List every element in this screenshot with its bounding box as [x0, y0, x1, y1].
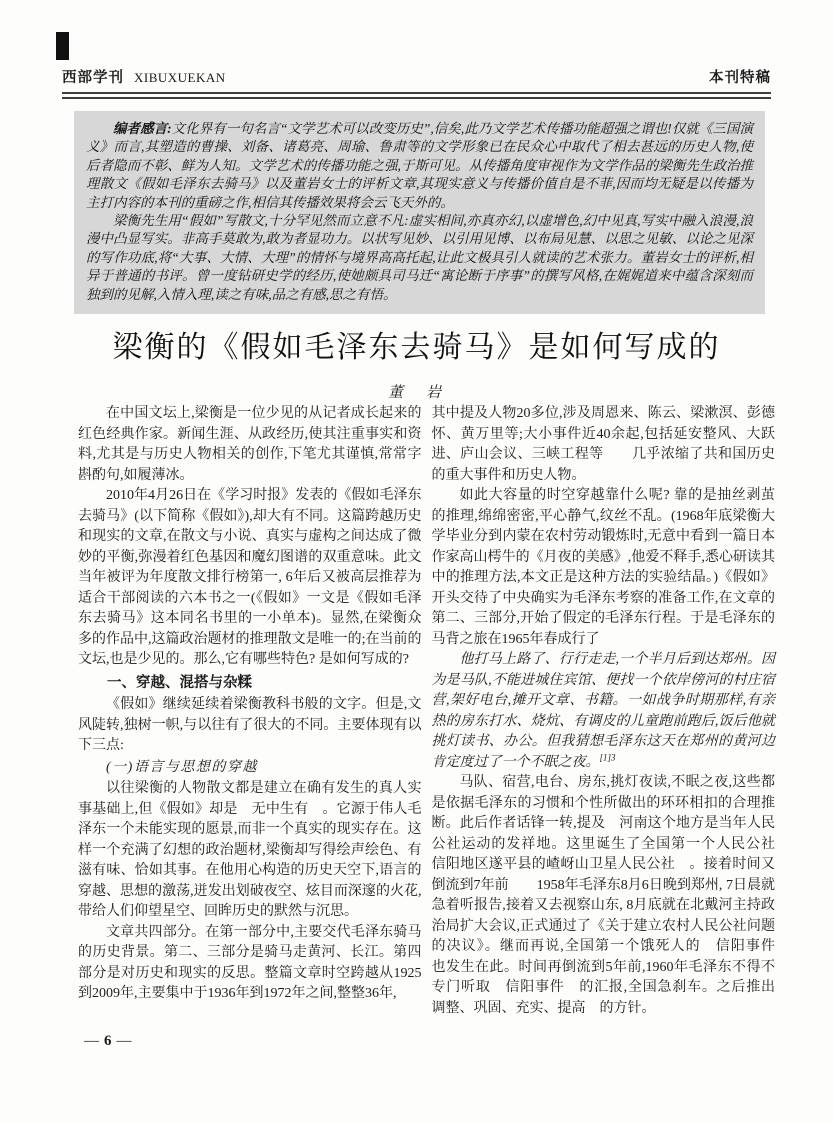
print-artifact-mark [56, 32, 69, 60]
article-title: 梁衡的《假如毛泽东去骑马》是如何写成的 [112, 331, 721, 364]
editor-note-prefix: 编者感言: [113, 121, 172, 136]
page-header [62, 66, 771, 87]
editor-note-para-1 [86, 120, 753, 212]
paragraph-structure-cont: 其中提及人物20多位,涉及周恩来、陈云、梁漱溟、彭德怀、黄万里等;大小事件近40余起,包括延安整风、大跃进、庐山会议、三峡工程等 几乎浓缩了共和国历史的重大事件和历史人物。 [431, 406, 775, 483]
page-number: 6 [104, 1033, 113, 1049]
article-author: 董 岩 [387, 385, 445, 401]
footer-dash-left: — [84, 1033, 100, 1049]
journal-name-en: XIBUXUEKAN [134, 70, 226, 85]
footer-dash-right: — [116, 1033, 133, 1049]
section-heading-1: 一、穿越、混搭与杂糅 [107, 674, 252, 691]
paragraph-fiction-basis: 以往梁衡的人物散文都是建立在确有发生的真人实事基础上,但《假如》却是 无中生有 。它源于伟人毛泽东一个未能实现的愿景,而非一个真实的现实存在。这样一个充满了幻想的政治题材,梁衡却写得绘声绘色、有滋有味、恰如其事。在他用心构造的历史天空下,语言的穿越、思想的激荡,迸发出划破夜空、炫目而深邃的火花,带给人们仰望星空、回眸历史的默然与沉思。 [78, 781, 422, 919]
paragraph-intro: 在中国文坛上,梁衡是一位少见的从记者成长起来的红色经典作家。新闻生涯、从政经历,使其注重事实和资料,尤其是与历史人物相关的创作,下笔尤其谨慎,常常字斟酌句,如履薄冰。 [78, 406, 422, 483]
header-double-rule [62, 92, 771, 99]
paragraph-henan-history: 马队、宿营,电台、房东,挑灯夜读,不眠之夜,这些都是依据毛泽东的习惯和个性所做出的环环相扣的合理推断。此后作者话锋一转,提及 河南这个地方是当年人民公社运动的发祥地。这里诞生了全国第一个人民公社 信阳地区遂平县的嵖岈山卫星人民公社 。接着时间又倒流到7年前 1958年毛泽东8月6日晚到郑州, 7日晨就急着听报告,接着又去视察山东, 8月底就在北戴河主持政治局扩大会议,正式通过了《关于建立农村人民公社问题的决议》。继而再说,全国第一个饿死人的 信阳事件 也发生在此。时间再倒流到5年前,1960年毛泽东不得不专门听取 信阳事件 的汇报,全国急刹车。之后推出 调整、巩固、充实、提高 的方针。 [431, 775, 803, 1016]
quote-text: 他打马上路了、行行走走,一个半月后到达郑州。因为是马队,不能进城住宾馆、便找一个依岸傍河的村庄宿营,架好电台,摊开文章、书籍。一如战争时期那样,有亲热的房东打水、烧炕、有调皮的儿童跑前跑后,饭后他就挑灯读书、办公。但我猜想毛泽东这天在郑州的黄河边肯定度过了一个不眠之夜。 [431, 652, 775, 770]
editor-note-para-2: 梁衡先生用“假如”写散文,十分罕见然而立意不凡:虚实相间,亦真亦幻,以虚增色,幻中见真,写实中融入浪漫,浪漫中凸显写实。非高手莫敢为,敢为者显功力。以状写见妙、以引用见博、以布局见慧、以思之见敏、以论之见深的写作功底,将“大事、大情、大理”的情怀与境界高高托起,让此文极具引人就读的艺术张力。董岩女士的评析,相异于普通的书评。曾一度钻研史学的经历,使她颇具司马迁“寓论断于序事”的撰写风格,在娓娓道来中蕴含深刻而独到的见解,入情入理,读之有味,品之有感,思之有悟。 [86, 213, 753, 302]
column-right [431, 404, 803, 1019]
sub-heading-1-1: (一)语言与思想的穿越 [106, 759, 258, 775]
section-tag: 本刊特稿 [709, 70, 771, 86]
paragraph-structure: 文章共四部分。在第一部分中,主要交代毛泽东骑马的历史背景。第二、三部分是骑马走黄河、长江。第四部分是对历史和现实的反思。整篇文章时空跨越从1925到2009年,主要集中于1936年到1972年之间,整整36年, [78, 924, 422, 1001]
editor-note-text-1: 文化界有一句名言“文学艺术可以改变历史”,信矣,此乃文学艺术传播功能超强之谓也!仅就《三国演义》而言,其塑造的曹操、刘备、诸葛亮、周瑜、鲁肃等的文学形象已在民众心中取代了相去甚远的历史人物,使后者隐而不彰、鲜为人知。文学艺术的传播功能之强,于斯可见。从传播角度审视作为文学作品的梁衡先生政治推理散文《假如毛泽东去骑马》以及董岩女士的评析文章,其现实意义与传播价值自是不菲,因而均无疑是以传播为主打内容的本刊的重磅之作,相信其传播效果将会云飞天外的。 [86, 121, 753, 210]
paragraph-style-overview: 《假如》继续延续着梁衡教科书般的文字。但是,文风陡转,独树一帜,与以往有了很大的不同。主要体现有以下三点: [78, 697, 422, 753]
citation-marker: [1]3 [599, 751, 616, 762]
column-left [78, 404, 422, 1019]
paragraph-background: 2010年4月26日在《学习时报》发表的《假如毛泽东去骑马》(以下简称《假如》),却大有不同。这篇跨越历史和现实的文章,在散文与小说、真实与虚构之间达成了微妙的平衡,弥漫着红色基因和魔幻图谱的双重意味。此文当年被评为年度散文排行榜第一, 6年后又被高层推荐为适合干部阅读的六本书之一(《假如》一文是《假如毛泽东去骑马》这本同名书里的一小单本)。显然,在梁衡众多的作品中,这篇政治题材的推理散文是唯一的;在当前的文坛,也是少见的。那么,它有哪些特色? 是如何写成的? [78, 488, 422, 667]
body-columns [78, 404, 803, 1019]
page-footer [84, 1033, 133, 1050]
journal-name-group [62, 66, 226, 87]
paragraph-quote-journey [432, 650, 776, 773]
editor-note-box [74, 111, 765, 314]
paragraph-reasoning: 如此大容量的时空穿越靠什么呢? 靠的是抽丝剥茧的推理,绵绵密密,平心静气,纹丝不乱。(1968年底梁衡大学毕业分到内蒙在农村劳动锻炼时,无意中看到一篇日本作家高山樗牛的《月夜的美感》,他爱不释手,悉心研读其中的推理方法,本文正是这种方法的实验结晶。)《假如》开头交待了中央确实为毛泽东考察的准备工作,在文章的第二、三部分,开始了假定的毛泽东行程。于是毛泽东的马背之旅在1965年春成行了 [431, 488, 775, 647]
journal-name: 西部学刊 [62, 70, 124, 86]
